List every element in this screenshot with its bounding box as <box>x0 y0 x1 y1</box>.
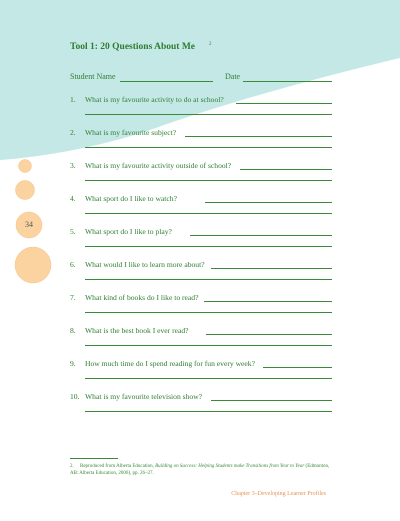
footnote-rule <box>70 458 118 459</box>
date-field[interactable] <box>243 81 332 82</box>
answer-line[interactable] <box>263 367 332 368</box>
answer-line[interactable] <box>85 147 332 148</box>
answer-line[interactable] <box>205 202 332 203</box>
question-text: What would I like to learn more about? <box>85 260 205 269</box>
answer-line[interactable] <box>85 213 332 214</box>
question-row <box>70 95 332 125</box>
answer-line[interactable] <box>211 400 332 401</box>
footnote-book-title: Building on Success: Helping Students make Transitions from Year to Year <box>155 464 305 469</box>
footnote <box>70 463 332 477</box>
question-text: What kind of books do I like to read? <box>85 293 199 302</box>
question-row <box>70 128 332 158</box>
student-info-row <box>70 72 332 84</box>
answer-line[interactable] <box>85 312 332 313</box>
question-row <box>70 359 332 389</box>
decorative-circle-medium <box>16 181 35 200</box>
question-text: What is my favourite activity outside of school? <box>85 161 232 170</box>
answer-line[interactable] <box>85 411 332 412</box>
question-text: What is my favourite activity to do at school? <box>85 95 224 104</box>
student-name-label: Student Name <box>70 72 116 81</box>
answer-line[interactable] <box>190 235 332 236</box>
question-number: 4. <box>70 194 76 203</box>
question-row <box>70 326 332 356</box>
answer-line[interactable] <box>204 301 332 302</box>
answer-line[interactable] <box>206 334 332 335</box>
question-row <box>70 194 332 224</box>
footnote-number: 2. <box>70 464 74 469</box>
footnote-tail: (Edmonton, AB: Alberta Education, 2006), pp. 26–27. <box>70 464 330 476</box>
answer-line[interactable] <box>85 279 332 280</box>
page-number: 34 <box>25 220 33 229</box>
decorative-circle-large <box>15 247 51 283</box>
date-label: Date <box>225 72 241 81</box>
question-number: 9. <box>70 359 76 368</box>
question-number: 10. <box>70 392 80 401</box>
question-number: 8. <box>70 326 76 335</box>
answer-line[interactable] <box>236 103 332 104</box>
title-footnote-marker: 2 <box>209 42 212 47</box>
question-row <box>70 260 332 290</box>
chapter-footer: Chapter 3–Developing Learner Profiles <box>231 491 326 497</box>
footnote-lead: Reproduced from Alberta Education, <box>80 464 156 469</box>
question-number: 7. <box>70 293 76 302</box>
answer-line[interactable] <box>185 136 332 137</box>
question-number: 2. <box>70 128 76 137</box>
answer-line[interactable] <box>85 345 332 346</box>
question-number: 6. <box>70 260 76 269</box>
answer-line[interactable] <box>85 378 332 379</box>
answer-line[interactable] <box>211 268 332 269</box>
question-text: How much time do I spend reading for fun every week? <box>85 359 255 368</box>
question-row <box>70 227 332 257</box>
question-row <box>70 293 332 323</box>
question-row <box>70 392 332 422</box>
question-text: What sport do I like to watch? <box>85 194 177 203</box>
question-text: What sport do I like to play? <box>85 227 172 236</box>
answer-line[interactable] <box>85 180 332 181</box>
answer-line[interactable] <box>240 169 332 170</box>
answer-line[interactable] <box>85 246 332 247</box>
question-row <box>70 161 332 191</box>
question-number: 3. <box>70 161 76 170</box>
decorative-circle-small <box>19 160 32 173</box>
question-text: What is the best book I ever read? <box>85 326 189 335</box>
question-number: 5. <box>70 227 76 236</box>
question-number: 1. <box>70 95 76 104</box>
question-text: What is my favourite television show? <box>85 392 203 401</box>
title-text: Tool 1: 20 Questions About Me <box>70 42 196 52</box>
answer-line[interactable] <box>85 114 332 115</box>
page-title <box>70 42 212 52</box>
student-name-field[interactable] <box>120 81 213 82</box>
question-text: What is my favourite subject? <box>85 128 177 137</box>
